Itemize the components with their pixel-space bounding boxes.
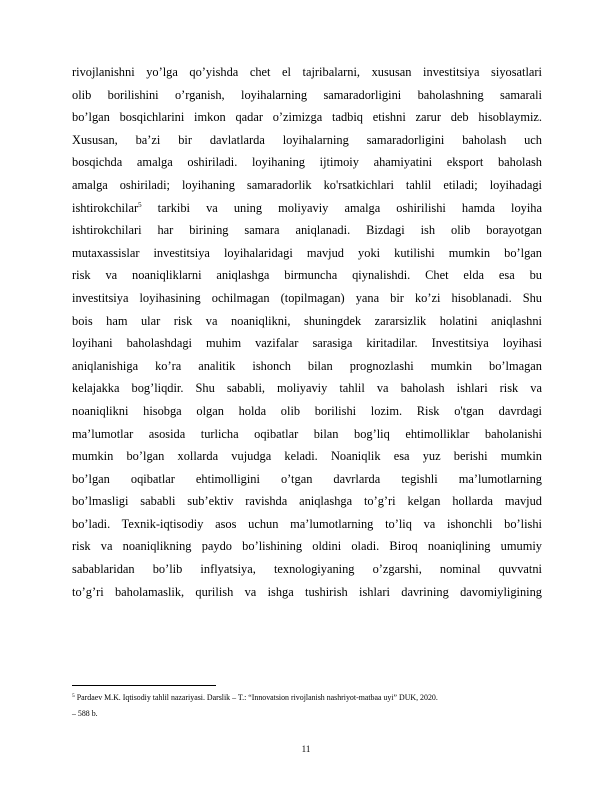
footnote-divider (72, 685, 216, 686)
text-line: bo’ladi. Texnik-iqtisodiy asos uchun ma’lumotlarning to’liq va ishonchli bo’lishi (72, 516, 542, 531)
text-line: kelajakka bog’liqdir. Shu sababli, moliyaviy tahlil va baholash ishlari risk va (72, 381, 542, 396)
text-line: risk va noaniqlikning paydo bo’lishining oldini oladi. Biroq noaniqlining umumiy (72, 539, 542, 554)
text-line: aniqlanishiga ko’ra analitik ishonch bilan prognozlashi mumkin bo’lmagan (72, 358, 542, 373)
page-number: 11 (301, 744, 311, 754)
text-line: mutaxassislar investitsiya loyihalaridagi mavjud yoki kutilishi mumkin bo’lgan (72, 245, 542, 260)
text-line: ma’lumotlar asosida turlicha oqibatlar bilan bog’liq ehtimolliklar baholanishi (72, 426, 542, 441)
text-line-with-footnote (72, 197, 542, 220)
footnote-text: Pardaev M.K. Iqtisodiy tahlil nazariyasi. Darslik – T.: “Innovatsion rivojlanish nashriyot-matbaa uyi” DUK, 2020. (76, 693, 438, 702)
text-line: olib borilishini o’rganish, loyihalarning samaradorligini baholashning samarali (72, 87, 542, 102)
body-text (72, 61, 542, 603)
text-line: amalga oshiriladi; loyihaning samaradorlik ko'rsatkichlari tahlil etiladi; loyihadagi (72, 177, 542, 192)
text-line: bo’lgan oqibatlar ehtimolligini o’tgan davrlarda tegishli ma’lumotlarning (72, 471, 542, 486)
footnote-line (72, 688, 542, 706)
text-line: risk va noaniqliklarni aniqlashga birmuncha qiynalishdi. Chet elda esa bu (72, 268, 542, 283)
footnote-ref-mark[interactable]: 5 (138, 200, 142, 209)
footnote (72, 688, 542, 722)
text-line: ishtirokchilari har birining samara aniqlanadi. Bizdagi ish olib borayotgan (72, 223, 542, 238)
text-line: bo’lmasligi sababli sub’ektiv ravishda aniqlashga to’g’ri kelgan hollarda mavjud (72, 494, 542, 509)
text-line-rest: tarkibi va uning moliyaviy amalga oshirilishi hamda loyiha (157, 200, 542, 215)
text-line: Xususan, ba’zi bir davlatlarda loyihalarning samaradorligini baholash uch (72, 132, 542, 147)
text-line: sabablaridan bo’lib inflyatsiya, texnologiyaning o’zgarshi, nominal quvvatni (72, 562, 542, 577)
text-line: bosqichda amalga oshiriladi. loyihaning ijtimoiy ahamiyatini eksport baholash (72, 155, 542, 170)
text-line: to’g’ri baholamaslik, qurilish va ishga tushirish ishlari davrining davomiyligining (72, 584, 542, 599)
text-line: investitsiya loyihasining ochilmagan (topilmagan) yana bir ko’zi hisoblanadi. Shu (72, 290, 542, 305)
text-line: noaniqlikni hisobga olgan holda olib borilishi lozim. Risk o'tgan davrdagi (72, 403, 542, 418)
text-line: bois ham ular risk va noaniqlikni, shuningdek zararsizlik holatini aniqlashni (72, 313, 542, 328)
footnote-ref-word: ishtirokchilar (72, 200, 139, 215)
text-line: loyihani baholashdagi muhim vazifalar sarasiga kiritadilar. Investitsiya loyihasi (72, 336, 542, 351)
text-line: mumkin bo’lgan xollarda vujudga keladi. Noaniqlik esa yuz berishi mumkin (72, 449, 542, 464)
text-line: bo’lgan bosqichlarini imkon qadar o’zimizga tadbiq etishni zarur deb hisoblaymiz. (72, 110, 542, 125)
footnote-mark: 5 (72, 693, 75, 699)
footnote-line: – 588 b. (72, 709, 98, 718)
text-line: rivojlanishni yo’lga qo’yishda chet el tajribalarni, xususan investitsiya siyosatlari (72, 65, 542, 79)
